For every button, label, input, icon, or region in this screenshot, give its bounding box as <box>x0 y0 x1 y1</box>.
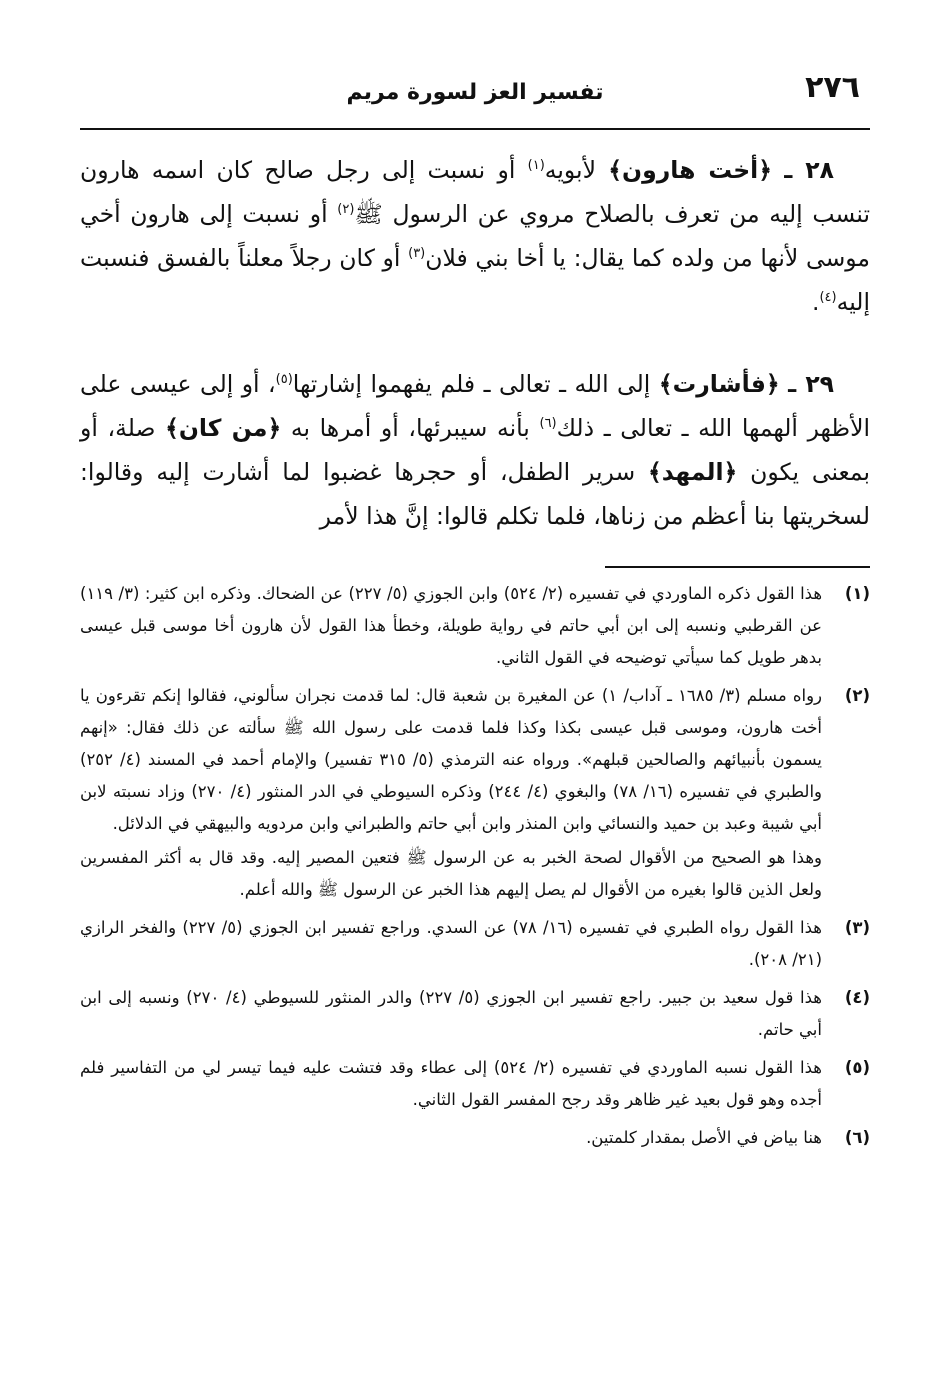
text-run: ، أو إلى عيسى على الأظهر ألهمها الله ـ تعالى ـ ذلك <box>80 370 871 442</box>
footnote-body <box>80 680 822 906</box>
footnote-6 <box>80 1122 870 1154</box>
verse-number: ٢٩ ـ <box>788 370 835 398</box>
running-title: تفسير العز لسورة مريم <box>346 80 604 105</box>
text-run: أو نسبت إلى هارون أخي موسى لأنها من ولده كما يقال: يا أخا بني فلان <box>80 200 870 272</box>
footnote-ref: (٦) <box>539 416 557 432</box>
text-run: صلة، أو بمعنى يكون <box>80 414 870 486</box>
footnote-text: هنا بياض في الأصل بمقدار كلمتين. <box>586 1128 822 1147</box>
quran-quote: ﴿من كان﴾ <box>165 414 282 442</box>
page-header <box>80 62 870 130</box>
quran-quote: ﴿فأشارت﴾ <box>658 370 780 398</box>
footnote-number: (٦) <box>844 1128 870 1147</box>
footnote-5 <box>80 1052 870 1116</box>
footnote-text: هذا القول نسبه الماوردي في تفسيره (٢/ ٥٢٤) إلى عطاء وقد فتشت عليه فيما تيسر لي من التفاسير فلم أجده وهو قول بعيد غير ظاهر وقد رجح المفسر القول الثاني. <box>80 1058 822 1109</box>
text-run: سرير الطفل، أو حجرها غضبوا لما أشارت إليه وقالوا: لسخريتها بنا أعظم من زناها، فلما تكلم قالوا: إنَّ هذا لأمر <box>80 458 870 530</box>
footnote-number: (٤) <box>844 988 870 1007</box>
quran-quote: ﴿المهد﴾ <box>648 458 738 486</box>
page-number: ٢٧٦ <box>805 70 860 105</box>
text-run: أو نسبت إلى رجل صالح كان اسمه هارون تنسب إليه من تعرف بالصلاح مروي عن الرسول ﷺ <box>80 156 870 228</box>
footnote-number: (٥) <box>844 1058 870 1077</box>
footnote-body <box>80 1052 822 1116</box>
quran-quote: ﴿أخت هارون﴾ <box>608 156 772 184</box>
text-run: . <box>811 288 820 316</box>
footnote-number: (١) <box>844 584 870 603</box>
footnote-2 <box>80 680 870 906</box>
footnote-ref: (٥) <box>275 372 293 388</box>
text-run: إلى الله ـ تعالى ـ فلم يفهموا إشارتها <box>292 370 659 398</box>
footnotes <box>80 578 870 1154</box>
verse-number: ٢٨ ـ <box>784 156 834 184</box>
footnote-text: رواه مسلم (٣/ ١٦٨٥ ـ آداب/ ١) عن المغيرة بن شعبة قال: لما قدمت نجران سألوني، فقالوا إنكم تقرءون يا أخت هارون، وموسى قبل عيسى بكذا وكذا فلما قدمت على رسول الله ﷺ سألته عن ذلك فقال: «إنهم يسمون بأنبيائهم والصالحين قبلهم». ورواه عنه الترمذي (٥/ ٣١٥ تفسير) والإمام أحمد في المسند (٤/ ٢٥٢) والطبري في تفسيره (١٦/ ٧٨) والبغوي (٤/ ٢٤٤) وذكره السيوطي في الدر المنثور (٤/ ٢٧٠) وزاد نسبته لابن أبي شيبة وعبد بن حميد والنسائي وابن المنذر وابن أبي حاتم والطبراني وابن مردويه والبيهقي في الدلائل. <box>80 686 823 833</box>
footnote-4 <box>80 982 870 1046</box>
footnote-text: هذا قول سعيد بن جبير. راجع تفسير ابن الجوزي (٥/ ٢٢٧) والدر المنثور للسيوطي (٤/ ٢٧٠) ونسبه إلى ابن أبي حاتم. <box>80 988 822 1039</box>
footnote-body <box>80 982 822 1046</box>
verse-commentary-28 <box>80 148 870 324</box>
main-text <box>80 148 870 538</box>
text-run: أو كان رجلاً معلناً بالفسق فنسبت إليه <box>80 244 870 316</box>
footnote-3 <box>80 912 870 976</box>
footnote-ref: (٤) <box>819 290 837 306</box>
text-run: لأبويه <box>544 156 609 184</box>
footnote-body <box>80 578 822 674</box>
text-run: بأنه سيبرئها، أو أمرها به <box>281 414 540 442</box>
footnote-ref: (١) <box>527 158 545 174</box>
footnote-body <box>80 1122 822 1154</box>
footnote-text: هذا القول ذكره الماوردي في تفسيره (٢/ ٥٢٤) وابن الجوزي (٥/ ٢٢٧) عن الضحاك. وذكره ابن كثير: (٣/ ١١٩) عن القرطبي ونسبه إلى ابن أبي حاتم في رواية طويلة، وخطأ هذا القول لأن هارون أخا موسى قبل عيسى بدهر طويل كما سيأتي توضيحه في القول الثاني. <box>80 584 823 667</box>
verse-commentary-29 <box>80 362 870 538</box>
footnote-text: هذا القول رواه الطبري في تفسيره (١٦/ ٧٨) عن السدي. وراجع تفسير ابن الجوزي (٥/ ٢٢٧) والفخر الرازي (٢١/ ٢٠٨). <box>80 918 823 969</box>
footnote-text: وهذا هو الصحيح من الأقوال لصحة الخبر به عن الرسول ﷺ فتعين المصير إليه. وقد قال به أكثر المفسرين ولعل الذين قالوا بغيره من الأقوال لم يصل إليهم هذا الخبر عن الرسول ﷺ والله أعلم. <box>80 848 822 899</box>
footnote-ref: (٣) <box>408 246 426 262</box>
footnote-body <box>80 912 822 976</box>
footnote-1 <box>80 578 870 674</box>
footnote-number: (٣) <box>844 918 870 937</box>
footnote-number: (٢) <box>844 686 870 705</box>
footnote-ref: (٢) <box>337 202 355 218</box>
footnote-divider <box>605 566 870 568</box>
book-page <box>80 62 870 1362</box>
